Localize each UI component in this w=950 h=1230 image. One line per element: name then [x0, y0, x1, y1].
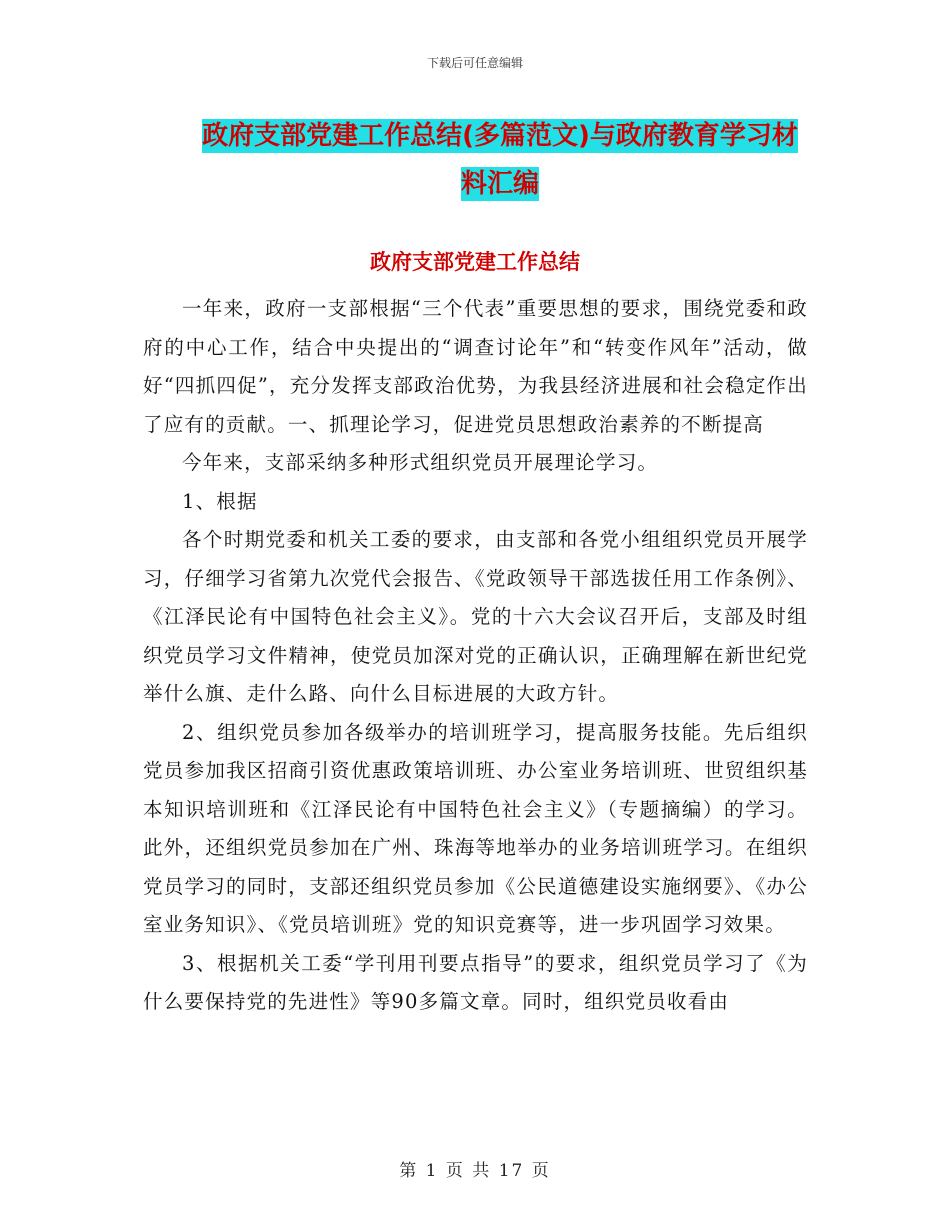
- paragraph-item-3: 3、根据机关工委“学刊用刊要点指导”的要求，组织党员学习了《为什么要保持党的先进性》等90多篇文章。同时，组织党员收看由: [143, 951, 808, 1013]
- page-number-footer: 第 1 页 共 17 页: [399, 1161, 551, 1181]
- section-title: 政府支部党建工作总结: [370, 250, 580, 274]
- document-body: [143, 290, 808, 1022]
- paragraph-theory-study: 今年来，支部采纳多种形式组织党员开展理论学习。: [182, 451, 659, 474]
- header-note: 下载后可任意编辑: [426, 56, 523, 70]
- document-title: [190, 112, 810, 208]
- document-title-line-1: 政府支部党建工作总结(多篇范文)与政府教育学习材: [202, 121, 798, 151]
- paragraph-item-1-body: 各个时期党委和机关工委的要求，由支部和各党小组组织党员开展学习，仔细学习省第九次党代会报告、《党政领导干部选拔任用工作条例》、《江泽民论有中国特色社会主义》。党的十六大会议召开后，支部及时组织党员学习文件精神，使党员加深对党的正确认识，正确理解在新世纪党举什么旗、走什么路、向什么目标进展的大政方针。: [143, 528, 808, 705]
- paragraph-intro: 一年来，政府一支部根据“三个代表”重要思想的要求，围绕党委和政府的中心工作，结合中央提出的“调查讨论年”和“转变作风年”活动，做好“四抓四促”，充分发挥支部政治优势，为我县经济进展和社会稳定作出了应有的贡献。一、抓理论学习，促进党员思想政治素养的不断提高: [143, 297, 808, 436]
- paragraph-item-2: 2、组织党员参加各级举办的培训班学习，提高服务技能。先后组织党员参加我区招商引资优惠政策培训班、办公室业务培训班、世贸组织基本知识培训班和《江泽民论有中国特色社会主义》（专题摘编）的学习。此外，还组织党员参加在广州、珠海等地举办的业务培训班学习。在组织党员学习的同时，支部还组织党员参加《公民道德建设实施纲要》、《办公室业务知识》、《党员培训班》党的知识竞赛等，进一步巩固学习效果。: [143, 720, 808, 936]
- document-title-line-2: 料汇编: [460, 169, 539, 199]
- paragraph-item-1-heading: 1、根据: [182, 489, 258, 513]
